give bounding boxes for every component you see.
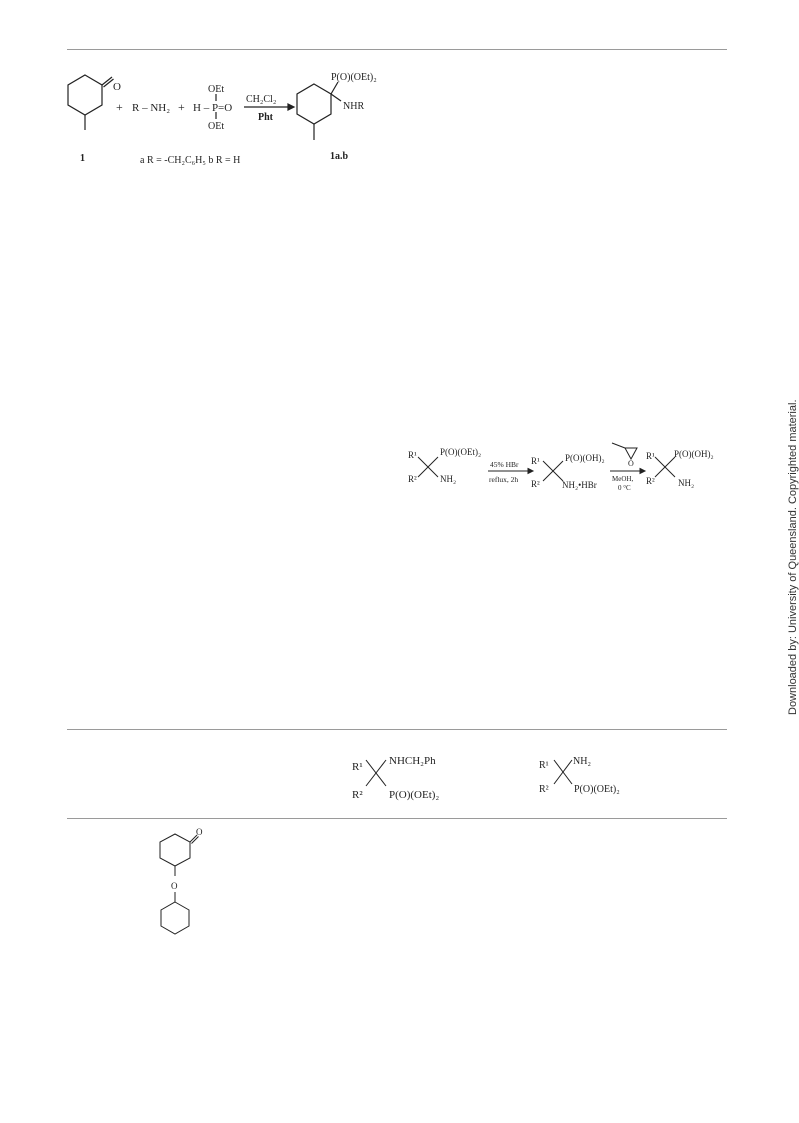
header-a-r2: R² bbox=[352, 789, 363, 801]
condition-2-top: MeOH, bbox=[612, 475, 634, 483]
product-phosphonate: P(O)(OEt)₂ bbox=[331, 72, 377, 83]
phosphite-top: OEt bbox=[208, 84, 225, 95]
end-r2: R² bbox=[646, 476, 655, 486]
start-amine: NH₂ bbox=[440, 474, 457, 484]
product-ring bbox=[297, 84, 331, 124]
header-a-amine: NHCH₂Ph bbox=[389, 755, 436, 767]
end-phosphonic-acid: P(O)(OH)₂ bbox=[674, 449, 714, 459]
header-b-r1: R¹ bbox=[539, 760, 549, 771]
header-a-r1: R¹ bbox=[352, 761, 363, 773]
download-notice: Downloaded by: University of Queensland. Copyrighted material. bbox=[787, 399, 799, 715]
catalyst-label: Pht bbox=[258, 112, 273, 123]
cyclohexanone-ring bbox=[68, 75, 102, 115]
header-a-phosphonate: P(O)(OEt)₂ bbox=[389, 789, 440, 801]
start-r2: R² bbox=[408, 474, 417, 484]
table-row-structures bbox=[150, 822, 220, 942]
row-ketone-oxygen: O bbox=[196, 827, 203, 837]
table-top-rule bbox=[67, 729, 727, 730]
mid-r1: R¹ bbox=[531, 456, 540, 466]
row-cyclohexyl-ring bbox=[161, 902, 189, 934]
plus-sign-1: + bbox=[116, 100, 123, 114]
header-b-r2: R² bbox=[539, 784, 549, 795]
row-cyclohexanone-ring bbox=[160, 834, 190, 866]
phosphite-mid: H – P=O bbox=[193, 102, 233, 114]
amine-reagent: R – NH₂ bbox=[132, 102, 171, 114]
table-header-structures bbox=[340, 748, 660, 808]
top-rule bbox=[67, 49, 727, 50]
end-r1: R¹ bbox=[646, 451, 655, 461]
scheme-1 bbox=[60, 60, 400, 175]
plus-sign-2: + bbox=[178, 100, 185, 114]
start-r1: R¹ bbox=[408, 450, 417, 460]
row-ether-oxygen: O bbox=[171, 881, 178, 891]
start-phosphonate: P(O)(OEt)₂ bbox=[440, 447, 482, 457]
header-b-phosphonate: P(O)(OEt)₂ bbox=[574, 784, 620, 795]
header-b-amine: NH₂ bbox=[573, 756, 591, 767]
mid-phosphonic-acid: P(O)(OH)₂ bbox=[565, 453, 605, 463]
variant-legend: a R = -CH₂C₆H₅ b R = H bbox=[140, 155, 241, 166]
table-header-rule bbox=[67, 818, 727, 819]
end-amine: NH₂ bbox=[678, 478, 695, 488]
reagent-label: CH₂Cl₂ bbox=[246, 94, 277, 105]
label-product: 1a.b bbox=[330, 151, 349, 162]
phosphite-bottom: OEt bbox=[208, 121, 225, 132]
condition-1-top: 45% HBr bbox=[490, 460, 519, 469]
condition-2-bottom: 0 °C bbox=[618, 484, 631, 492]
epoxide-oxygen: O bbox=[628, 459, 634, 468]
label-start: 1 bbox=[80, 153, 85, 164]
scheme-2 bbox=[400, 440, 730, 500]
condition-1-bottom: reflux, 2h bbox=[489, 475, 519, 484]
ketone-oxygen: O bbox=[113, 81, 121, 93]
mid-r2: R² bbox=[531, 479, 540, 489]
mid-amine-salt: NH₂•HBr bbox=[562, 480, 597, 490]
product-amine: NHR bbox=[343, 101, 365, 112]
